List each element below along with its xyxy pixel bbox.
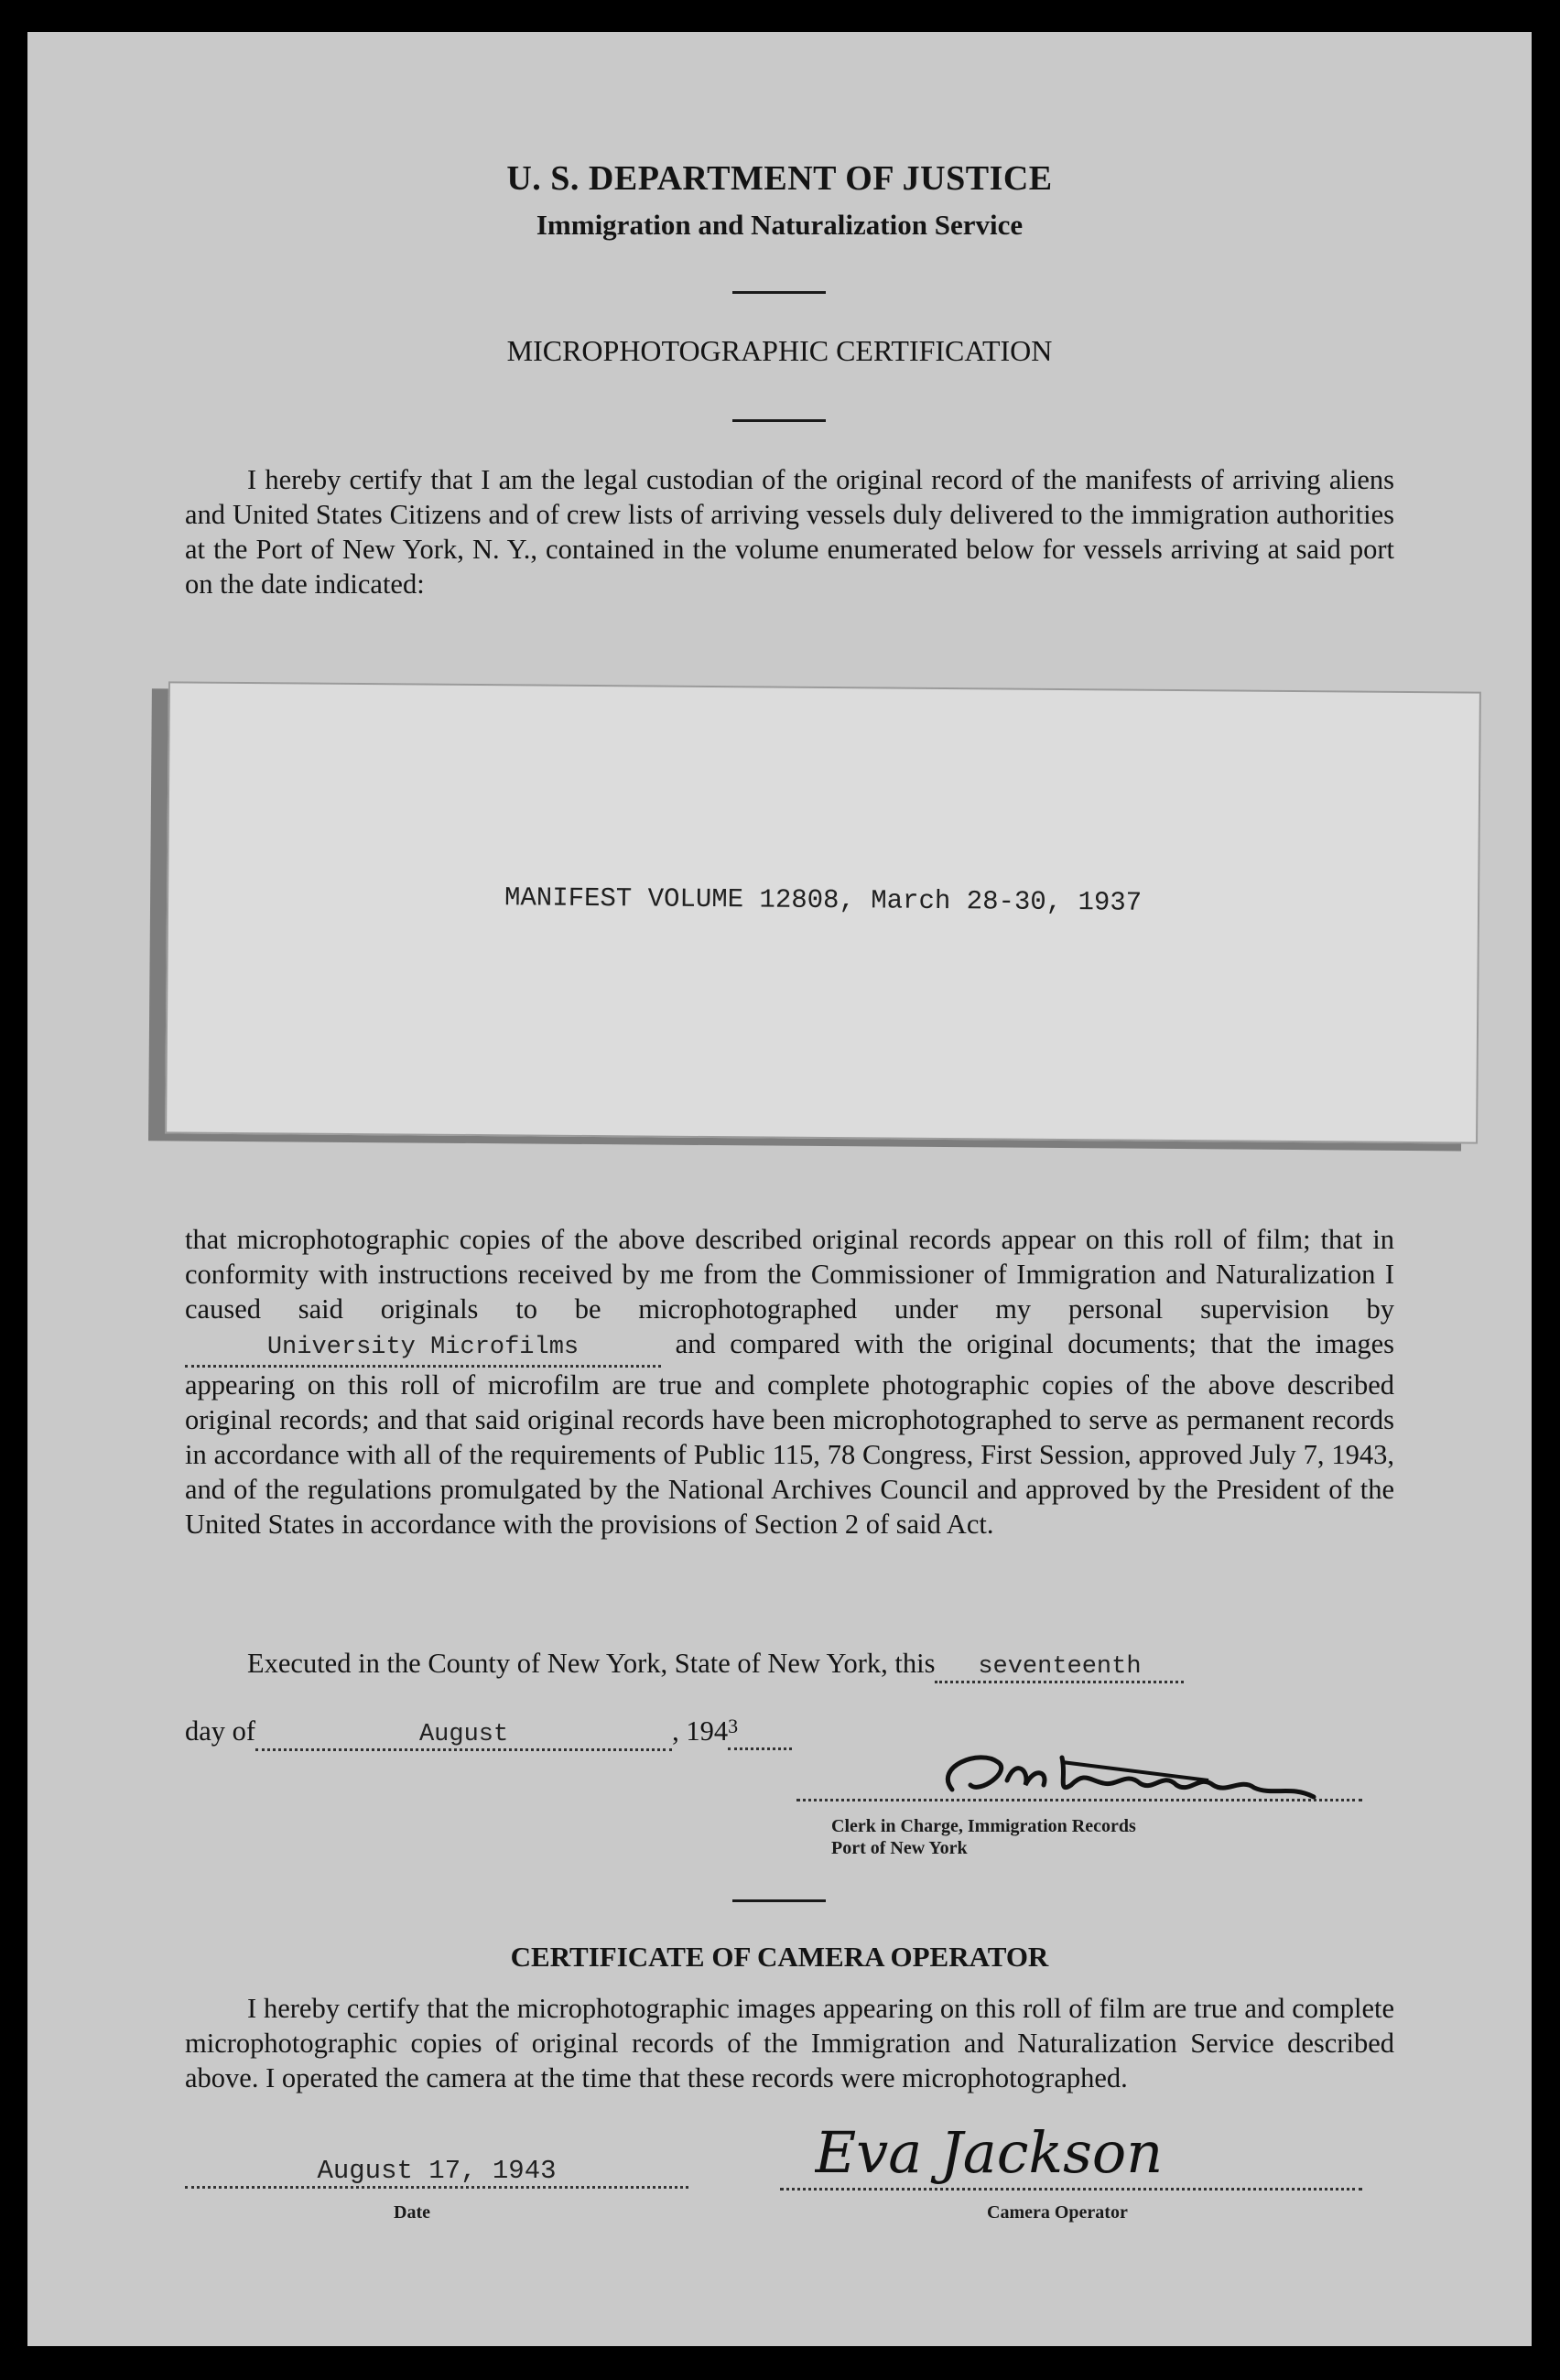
divider	[732, 419, 826, 422]
certificate-sheet	[27, 32, 1532, 2346]
executed-line: Executed in the County of New York, State of New York, this seventeenth	[247, 1648, 1184, 1683]
date-label: Date	[394, 2202, 430, 2223]
date-line: day of August , $194^3$	[185, 1715, 792, 1751]
camera-operator-heading: CERTIFICATE OF CAMERA OPERATOR	[510, 1941, 1049, 1973]
day-field: seventeenth	[935, 1648, 1184, 1683]
year-field: 3	[728, 1715, 792, 1750]
operator-signature: Eva Jackson	[815, 2119, 1164, 2186]
supervisor-field: University Microfilms	[185, 1326, 661, 1368]
service-subtitle: Immigration and Naturalization Service	[536, 209, 1024, 241]
certification-paragraph: that microphotographic copies of the above described original records appear on this roll of film; that in conformity with instructions received by me from the Commissioner of Immigration and Naturalization I caused said originals to be microphotographed under my personal supervision by University Microfilms and compared with the original documents; that the images appearing on this roll of microfilm are true and complete photographic copies of the above described original records; and that said original records have been microphotographed to serve as permanent records in accordance with all of the requirements of Public 115, 78 Congress, First Session, approved July 7, 1943, and of the regulations promulgated by the National Archives Council and approved by the President of the United States in accordance with the provisions of Section 2 of said Act.	[185, 1224, 1395, 1540]
clerk-title: Clerk in Charge, Immigration Records Port of New York	[831, 1816, 1136, 1858]
operator-date-field: August 17, 1943	[185, 2156, 688, 2189]
divider	[732, 291, 826, 294]
manifest-volume-slip	[165, 681, 1481, 1143]
department-title: U. S. DEPARTMENT OF JUSTICE	[506, 159, 1053, 198]
camera-operator-paragraph: I hereby certify that the microphotographic images appearing on this roll of film are true and complete microphotographic copies of original records of the Immigration and Naturalization Service described above. I operated the camera at the time that these records were microphotographed.	[185, 1993, 1394, 2093]
manifest-volume-text: MANIFEST VOLUME 12808, March 28-30, 1937	[504, 882, 1143, 918]
month-field: August	[255, 1715, 672, 1751]
camera-operator-label: Camera Operator	[987, 2202, 1128, 2223]
divider	[732, 1899, 826, 1902]
clerk-signature	[925, 1730, 1327, 1822]
intro-paragraph: I hereby certify that I am the legal custodian of the original record of the manifests of arriving aliens and United States Citizens and of crew lists of arriving vessels duly delivered to the immigration authorities at the Port of New York, N. Y., contained in the volume enumerated below for vessels arriving at said port on the date indicated:	[185, 464, 1394, 600]
document-title: MICROPHOTOGRAPHIC CERTIFICATION	[506, 334, 1053, 367]
